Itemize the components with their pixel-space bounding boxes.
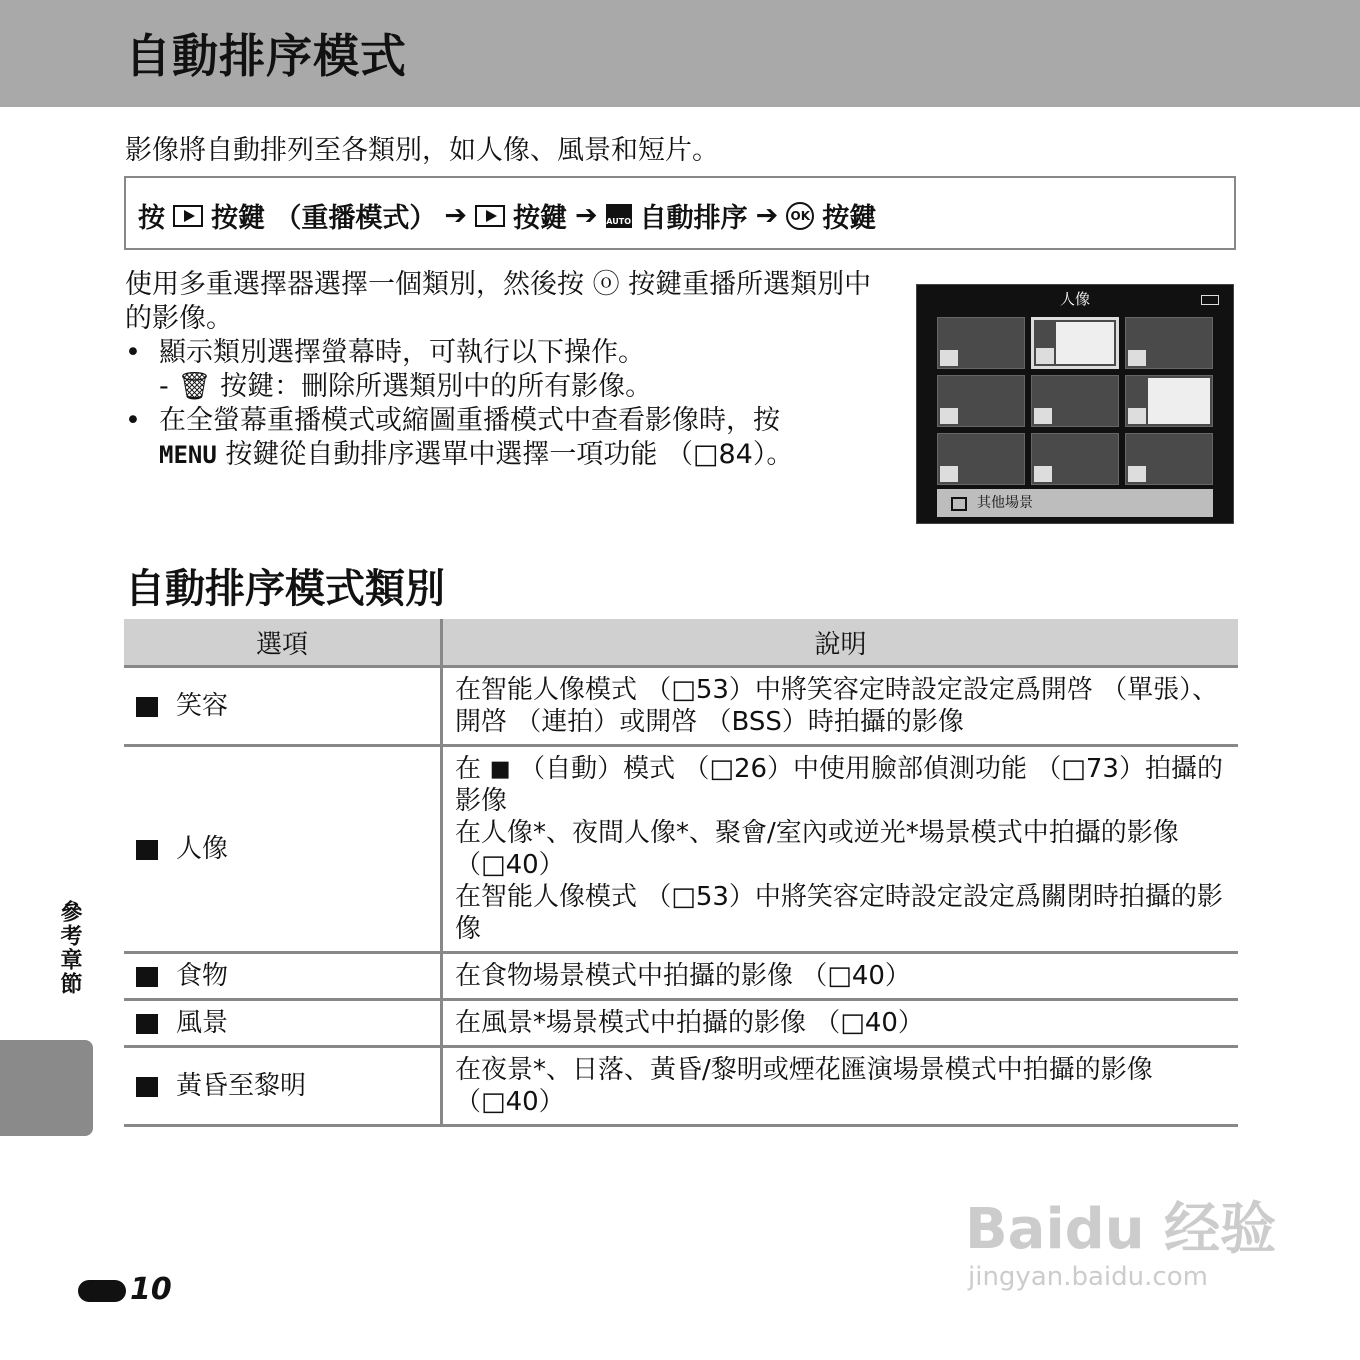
battery-icon: [1201, 295, 1219, 305]
path-text-4: 自動排序: [639, 203, 748, 234]
category-closeup[interactable]: [1125, 375, 1213, 427]
portrait-icon: [136, 840, 158, 860]
auto-sort-icon: AUTO: [606, 204, 632, 228]
landscape-icon: [136, 1014, 158, 1034]
arrow-icon: ➔: [444, 200, 468, 231]
smile-icon: [940, 350, 958, 366]
movie-icon: [1034, 466, 1052, 482]
portrait-icon: [1036, 348, 1054, 364]
bullet-2-text-b: 按鍵從自動排序選單中選擇一項功能 （□84）。: [225, 439, 794, 470]
option-cell: 人像: [124, 746, 442, 953]
option-cell: 黃昏至黎明: [124, 1047, 442, 1126]
body-text: [125, 268, 885, 472]
table-row: [124, 1047, 1238, 1126]
landscape-icon: [940, 408, 958, 424]
bullet-1: [125, 336, 885, 370]
section-title: 自動排序模式類別: [125, 566, 445, 612]
food-icon: [136, 967, 158, 987]
camera-screen: [916, 284, 1234, 524]
category-grid: [937, 317, 1213, 485]
category-pet[interactable]: [937, 433, 1025, 485]
intro-text: 影像將自動排列至各類別，如人像、風景和短片。: [125, 135, 719, 166]
bullet-2-text: 在全螢幕重播模式或縮圖重播模式中查看影像時，按: [159, 405, 780, 436]
table-row: [124, 746, 1238, 953]
table-row: [124, 953, 1238, 1000]
description-cell: 在夜景*、日落、黃昏/黎明或煙花匯演場景模式中拍攝的影像（□40）: [442, 1047, 1239, 1126]
flower-thumbnail: [1148, 378, 1210, 424]
portrait-thumbnail: [1056, 322, 1114, 364]
watermark-url: jingyan.baidu.com: [968, 1262, 1208, 1292]
navigation-path-box: [124, 176, 1236, 250]
table-header: 選項: [124, 619, 442, 667]
pet-icon: [940, 466, 958, 482]
header-bar: [0, 0, 1360, 107]
screen-title: 人像: [1059, 290, 1090, 308]
category-dusk-dawn[interactable]: [1031, 375, 1119, 427]
watermark-logo: Baidu 经验: [965, 1197, 1277, 1262]
page-number: 10: [78, 1272, 172, 1307]
table-header: 說明: [442, 619, 1239, 667]
dusk-icon: [136, 1077, 158, 1097]
side-chapter-label: 參考章節: [57, 900, 82, 996]
arrow-icon: ➔: [575, 200, 598, 231]
category-table: [124, 619, 1238, 1127]
smile-icon: [136, 697, 158, 717]
path-text-3: 按鍵: [513, 203, 568, 234]
category-smile[interactable]: [937, 317, 1025, 369]
category-landscape[interactable]: [937, 375, 1025, 427]
reference-icon: [78, 1280, 126, 1302]
food-icon: [1128, 350, 1146, 366]
table-row: [124, 1000, 1238, 1047]
path-text-5: 按鍵: [822, 203, 877, 234]
ok-button-icon: OK: [786, 202, 814, 230]
bullet-dot: •: [125, 337, 141, 368]
table-row: [124, 667, 1238, 746]
description-cell: 在 ◼ （自動）模式 （□26）中使用臉部偵測功能 （□73）拍攝的影像 在人像*、夜間人像*、聚會/室內或逆光*場景模式中拍攝的影像（□40） 在智能人像模式 （□53）中將笑容定時設定設定爲關閉時拍攝的影像: [442, 746, 1239, 953]
menu-label: MENU: [159, 441, 217, 469]
category-retouched[interactable]: [1125, 433, 1213, 485]
description-cell: 在食物場景模式中拍攝的影像 （□40）: [442, 953, 1239, 1000]
path-text-2: 按鍵 （重播模式）: [211, 203, 437, 234]
bullet-dot: •: [125, 405, 141, 436]
option-cell: 食物: [124, 953, 442, 1000]
flower-icon: [1128, 408, 1146, 424]
category-food[interactable]: [1125, 317, 1213, 369]
bullet-2: [125, 404, 885, 472]
category-portrait[interactable]: [1031, 317, 1119, 369]
option-cell: 笑容: [124, 667, 442, 746]
play-icon: [173, 205, 203, 227]
option-cell: 風景: [124, 1000, 442, 1047]
retouch-icon: [1128, 466, 1146, 482]
other-scenes-item[interactable]: 其他場景: [937, 489, 1213, 517]
sub-item-1: - 🗑 按鍵：刪除所選類別中的所有影像。: [159, 371, 653, 402]
body-paragraph: 使用多重選擇器選擇一個類別，然後按 ⓞ 按鍵重播所選類別中的影像。: [125, 269, 872, 334]
description-cell: 在智能人像模式 （□53）中將笑容定時設定設定爲開啓 （單張）、開啓 （連拍）或開啓 （BSS）時拍攝的影像: [442, 667, 1239, 746]
page-title: 自動排序模式: [125, 29, 407, 83]
arrow-icon: ➔: [755, 200, 779, 231]
category-movie[interactable]: [1031, 433, 1119, 485]
path-text-1: 按: [138, 203, 165, 234]
play-icon: [475, 205, 505, 227]
side-tab[interactable]: [0, 1040, 93, 1136]
description-cell: 在風景*場景模式中拍攝的影像 （□40）: [442, 1000, 1239, 1047]
dusk-icon: [1034, 408, 1052, 424]
bullet-1-text: 顯示類別選擇螢幕時，可執行以下操作。: [159, 337, 645, 368]
table-header-row: [124, 619, 1238, 667]
